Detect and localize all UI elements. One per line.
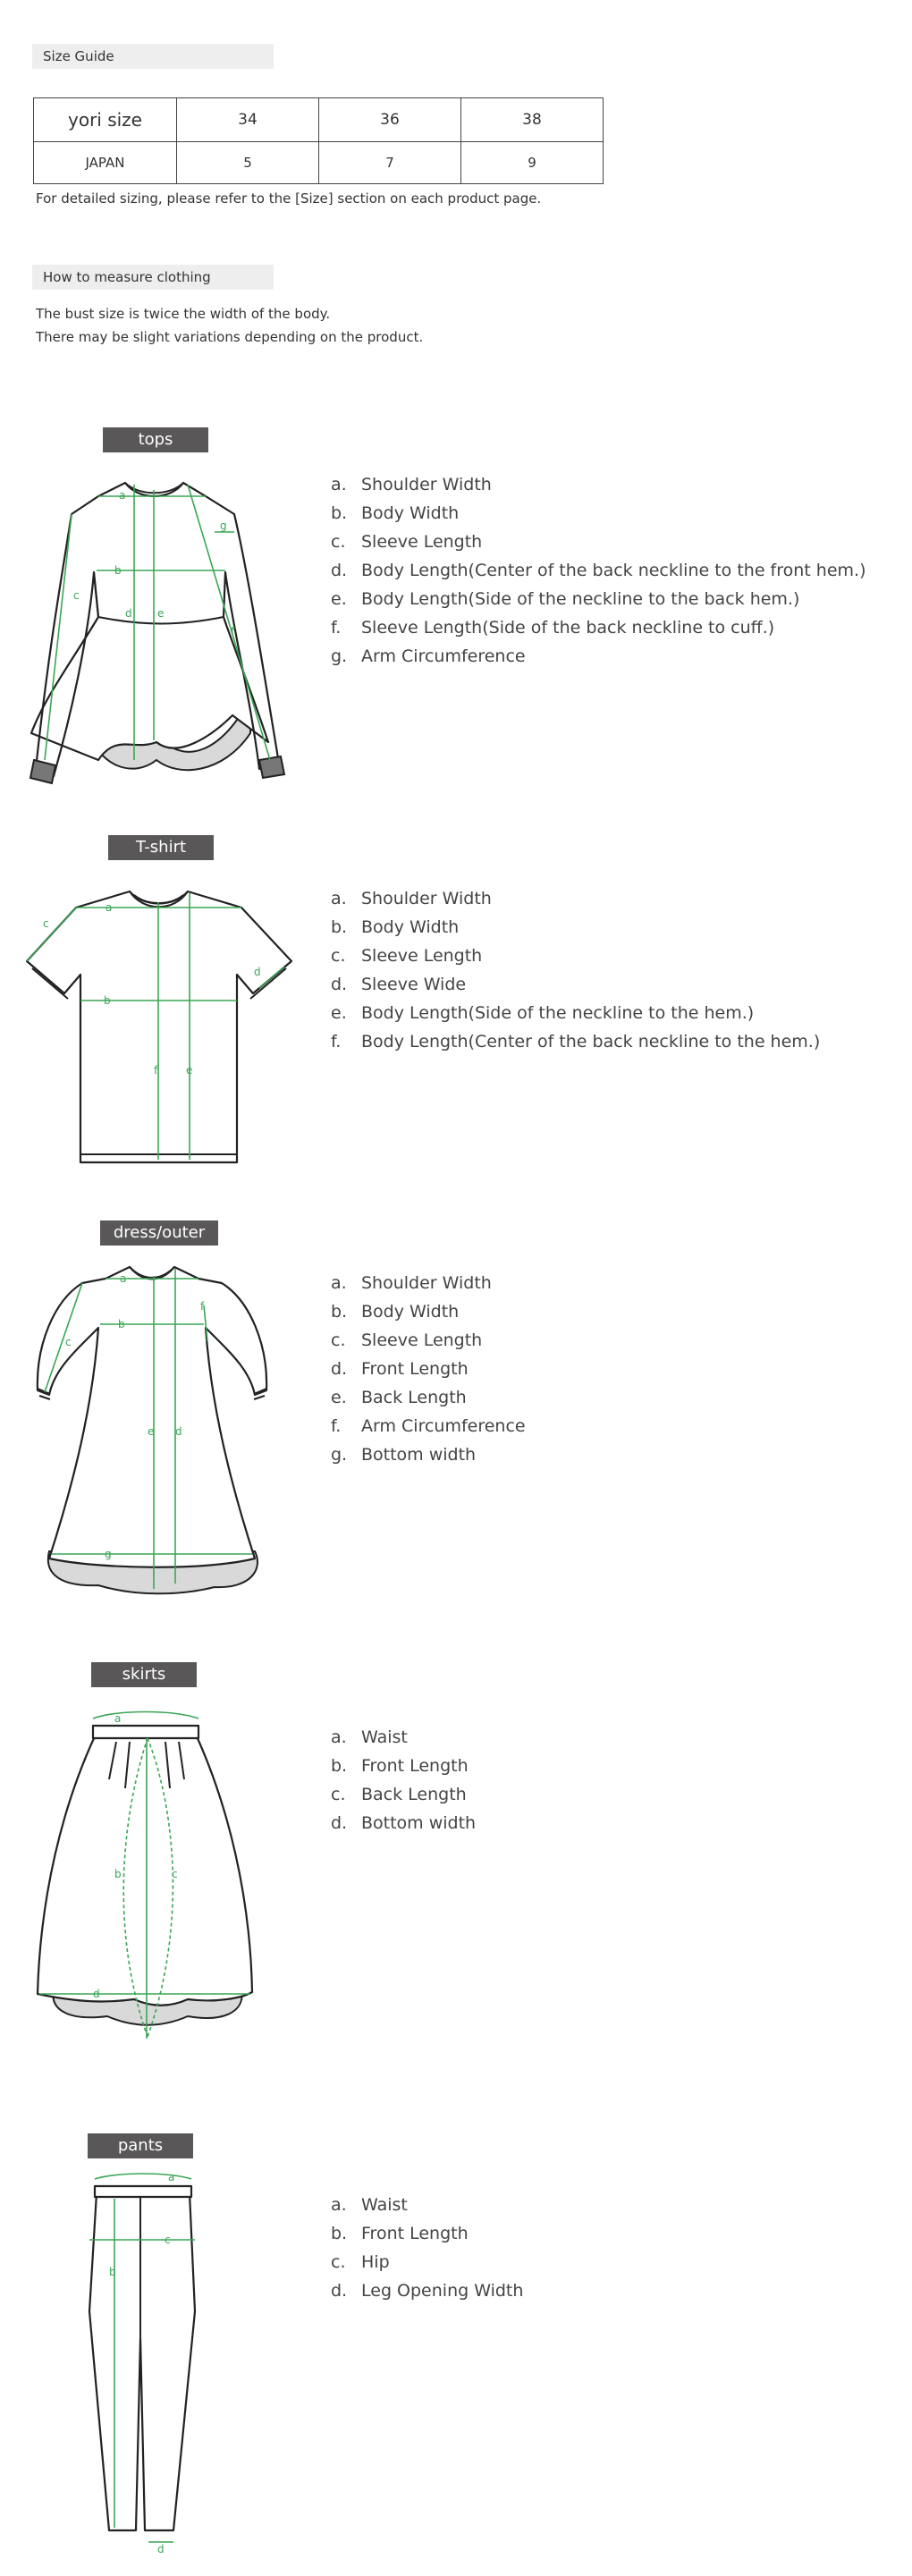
list-item-letter: g. [331,646,348,666]
list-item-letter: f. [331,1032,342,1052]
list-item-letter: d. [331,975,348,994]
measure-label-f: f [154,1064,158,1077]
list-item-text: Hip [361,2252,390,2272]
list-item [331,1440,526,1469]
list-item-text: Shoulder Width [361,889,492,908]
list-item-letter: a. [331,1273,347,1293]
pants-measure-list [331,2191,523,2305]
list-item [331,1752,476,1780]
measure-label-c: c [43,917,49,930]
list-item-letter: c. [331,1330,346,1350]
list-item-text: Front Length [361,2224,469,2243]
list-item [331,2248,523,2276]
list-item [331,942,820,970]
list-item-letter: e. [331,1388,347,1407]
measure-label-c: c [73,589,80,602]
list-item-letter: f. [331,1416,342,1436]
list-item-text: Waist [361,2195,408,2215]
list-item [331,470,866,499]
list-item-letter: e. [331,1003,347,1023]
table-header-cell: 36 [319,98,461,142]
measure-label-b: b [104,994,111,1007]
list-item [331,1269,526,1297]
list-item [331,1355,526,1383]
list-item-text: Arm Circumference [361,646,526,666]
list-item-text: Sleeve Length [361,946,483,966]
section-title-tops: tops [103,427,208,452]
measure-label-c: c [165,2234,171,2246]
list-item [331,499,866,528]
list-item-letter: b. [331,1756,348,1776]
list-item-text: Shoulder Width [361,1273,492,1293]
dress-outer-diagram [0,1256,304,1605]
list-item-letter: d. [331,1813,348,1833]
measure-label-c: c [65,1336,72,1348]
list-item [331,1326,526,1355]
measure-label-g: g [105,1548,112,1560]
list-item-letter: g. [331,1445,348,1465]
list-item-text: Body Length(Center of the back neckline to the front hem.) [361,561,866,580]
list-item [331,970,820,999]
list-item-text: Sleeve Length [361,532,483,552]
measure-label-b: b [109,2266,116,2278]
list-item [331,642,866,671]
measure-label-b: b [118,1318,125,1330]
list-item-text: Shoulder Width [361,475,492,494]
list-item-text: Sleeve Wide [361,975,467,994]
list-item [331,1723,476,1752]
section-title-pants: pants [88,2133,193,2158]
list-item-text: Body Length(Center of the back neckline to the hem.) [361,1032,821,1052]
size-guide-heading: Size Guide [32,44,274,69]
list-item-text: Leg Opening Width [361,2281,524,2301]
list-item-letter: a. [331,475,347,494]
measure-label-b: b [114,564,122,577]
list-item-letter: a. [331,1727,347,1747]
list-item [331,1780,476,1809]
table-row [34,142,604,184]
measure-label-a: a [114,1712,122,1725]
list-item [331,913,820,942]
list-item-text: Bottom width [361,1813,477,1833]
list-item [331,2276,523,2305]
list-item [331,1383,526,1412]
list-item-text: Body Width [361,503,460,523]
measure-label-d: d [157,2543,165,2555]
list-item [331,556,866,585]
list-item-letter: a. [331,2195,347,2215]
list-item-text: Body Width [361,917,460,937]
list-item-letter: d. [331,2281,348,2301]
table-cell: 7 [319,142,461,184]
measure-label-d: d [125,607,132,620]
table-header-cell: 34 [177,98,319,142]
measure-label-a: a [106,901,113,914]
measure-label-e: e [148,1425,155,1438]
measure-label-g: g [220,519,227,532]
measure-label-d: d [254,966,261,978]
how-to-line-1: The bust size is twice the width of the body. [36,306,331,322]
list-item-text: Body Width [361,1302,460,1322]
measure-label-f: f [200,1300,205,1313]
list-item-letter: c. [331,1785,346,1804]
measure-label-e: e [186,1064,193,1077]
list-item [331,2219,523,2248]
list-item-letter: b. [331,503,348,523]
table-cell: 5 [177,142,319,184]
list-item [331,1297,526,1326]
list-item [331,585,866,613]
section-title-skirts: skirts [91,1662,197,1687]
list-item-letter: b. [331,917,348,937]
skirts-diagram [0,1699,286,2057]
table-cell: 9 [461,142,604,184]
list-item-text: Waist [361,1727,408,1747]
table-header-cell: 38 [461,98,604,142]
list-item-letter: d. [331,561,348,580]
list-item-text: Sleeve Length(Side of the back neckline to cuff.) [361,618,775,638]
measure-label-a: a [120,1272,127,1285]
measure-label-a: a [168,2171,175,2183]
tops-measure-list [331,470,866,671]
list-item [331,1809,476,1837]
list-item-text: Body Length(Side of the neckline to the hem.) [361,1003,755,1023]
how-to-measure-heading: How to measure clothing [32,265,274,290]
pants-diagram [0,2168,268,2562]
list-item-text: Arm Circumference [361,1416,526,1436]
list-item [331,1412,526,1440]
list-item-letter: d. [331,1359,348,1379]
measure-label-b: b [114,1868,122,1880]
list-item [331,884,820,913]
section-title-tshirt: T-shirt [108,835,214,860]
how-to-line-2: There may be slight variations depending on the product. [36,329,424,345]
tops-diagram [0,465,304,796]
size-note: For detailed sizing, please refer to the [Size] section on each product page. [36,190,542,207]
list-item [331,1027,820,1056]
list-item-text: Front Length [361,1756,469,1776]
skirts-measure-list [331,1723,476,1837]
size-table [33,97,604,184]
list-item-letter: b. [331,1302,348,1322]
list-item-text: Back Length [361,1388,467,1407]
tshirt-diagram [0,881,304,1176]
list-item-text: Front Length [361,1359,469,1379]
list-item-text: Sleeve Length [361,1330,483,1350]
list-item-letter: e. [331,589,347,609]
list-item [331,613,866,642]
list-item [331,999,820,1027]
list-item-letter: c. [331,2252,346,2272]
list-item-letter: f. [331,618,342,638]
tshirt-measure-list [331,884,820,1056]
measure-label-f: f [231,625,235,638]
list-item-text: Body Length(Side of the neckline to the back hem.) [361,589,800,609]
list-item-letter: a. [331,889,347,908]
table-header-cell: yori size [34,98,177,142]
list-item-letter: b. [331,2224,348,2243]
dress-outer-measure-list [331,1269,526,1469]
table-cell: JAPAN [34,142,177,184]
measure-label-d: d [93,1988,100,2000]
list-item-text: Bottom width [361,1445,477,1465]
list-item-letter: c. [331,946,346,966]
list-item [331,2191,523,2219]
measure-label-a: a [119,489,126,502]
measure-label-d: d [175,1425,182,1438]
measure-label-c: c [172,1868,178,1880]
list-item [331,528,866,556]
list-item-letter: c. [331,532,346,552]
table-row [34,98,604,142]
section-title-dress-outer: dress/outer [100,1220,218,1246]
list-item-text: Back Length [361,1785,467,1804]
measure-label-e: e [157,607,165,620]
